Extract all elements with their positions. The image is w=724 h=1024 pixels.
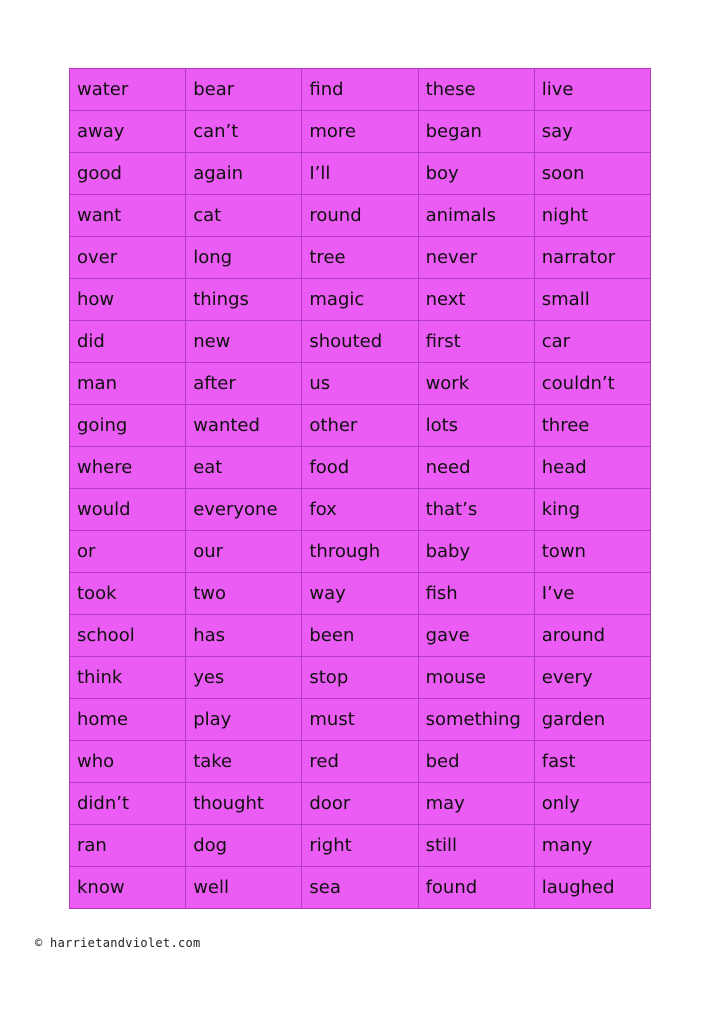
word-row	[70, 69, 651, 111]
word-cell: many	[534, 825, 650, 867]
word-cell: three	[534, 405, 650, 447]
word-row	[70, 447, 651, 489]
word-row	[70, 573, 651, 615]
word-row	[70, 741, 651, 783]
word-cell: may	[418, 783, 534, 825]
word-cell: or	[70, 531, 186, 573]
word-row	[70, 531, 651, 573]
word-cell: can’t	[186, 111, 302, 153]
word-cell: mouse	[418, 657, 534, 699]
word-cell: these	[418, 69, 534, 111]
word-cell: find	[302, 69, 418, 111]
word-cell: garden	[534, 699, 650, 741]
word-cell: after	[186, 363, 302, 405]
word-cell: who	[70, 741, 186, 783]
word-cell: must	[302, 699, 418, 741]
word-row	[70, 825, 651, 867]
word-cell: couldn’t	[534, 363, 650, 405]
word-cell: two	[186, 573, 302, 615]
word-row	[70, 111, 651, 153]
word-cell: know	[70, 867, 186, 909]
word-cell: us	[302, 363, 418, 405]
word-cell: eat	[186, 447, 302, 489]
word-cell: everyone	[186, 489, 302, 531]
word-cell: take	[186, 741, 302, 783]
word-cell: around	[534, 615, 650, 657]
word-cell: been	[302, 615, 418, 657]
word-cell: gave	[418, 615, 534, 657]
word-cell: next	[418, 279, 534, 321]
word-cell: cat	[186, 195, 302, 237]
word-cell: door	[302, 783, 418, 825]
word-cell: night	[534, 195, 650, 237]
word-row	[70, 699, 651, 741]
word-cell: found	[418, 867, 534, 909]
word-cell: head	[534, 447, 650, 489]
word-cell: things	[186, 279, 302, 321]
word-row	[70, 489, 651, 531]
word-cell: water	[70, 69, 186, 111]
word-cell: through	[302, 531, 418, 573]
word-cell: first	[418, 321, 534, 363]
word-cell: think	[70, 657, 186, 699]
word-cell: how	[70, 279, 186, 321]
word-cell: something	[418, 699, 534, 741]
word-cell: new	[186, 321, 302, 363]
word-cell: narrator	[534, 237, 650, 279]
word-cell: live	[534, 69, 650, 111]
word-table	[69, 68, 651, 909]
word-cell: didn’t	[70, 783, 186, 825]
word-cell: way	[302, 573, 418, 615]
word-cell: baby	[418, 531, 534, 573]
word-cell: good	[70, 153, 186, 195]
word-cell: wanted	[186, 405, 302, 447]
word-cell: red	[302, 741, 418, 783]
word-cell: boy	[418, 153, 534, 195]
word-cell: lots	[418, 405, 534, 447]
word-cell: only	[534, 783, 650, 825]
word-cell: bear	[186, 69, 302, 111]
word-cell: would	[70, 489, 186, 531]
word-cell: again	[186, 153, 302, 195]
word-cell: that’s	[418, 489, 534, 531]
word-row	[70, 867, 651, 909]
word-cell: still	[418, 825, 534, 867]
word-cell: ran	[70, 825, 186, 867]
word-row	[70, 783, 651, 825]
word-cell: magic	[302, 279, 418, 321]
word-cell: thought	[186, 783, 302, 825]
word-row	[70, 195, 651, 237]
word-cell: tree	[302, 237, 418, 279]
word-cell: say	[534, 111, 650, 153]
copyright-footer: © harrietandviolet.com	[35, 936, 201, 950]
word-cell: school	[70, 615, 186, 657]
word-cell: well	[186, 867, 302, 909]
word-row	[70, 405, 651, 447]
word-cell: animals	[418, 195, 534, 237]
word-cell: began	[418, 111, 534, 153]
word-row	[70, 321, 651, 363]
word-cell: fish	[418, 573, 534, 615]
word-cell: I’ve	[534, 573, 650, 615]
word-cell: stop	[302, 657, 418, 699]
word-cell: away	[70, 111, 186, 153]
word-cell: need	[418, 447, 534, 489]
word-cell: man	[70, 363, 186, 405]
word-row	[70, 279, 651, 321]
word-cell: sea	[302, 867, 418, 909]
word-cell: laughed	[534, 867, 650, 909]
word-cell: town	[534, 531, 650, 573]
word-cell: car	[534, 321, 650, 363]
word-cell: our	[186, 531, 302, 573]
word-cell: shouted	[302, 321, 418, 363]
word-cell: has	[186, 615, 302, 657]
word-cell: yes	[186, 657, 302, 699]
word-cell: over	[70, 237, 186, 279]
word-cell: fox	[302, 489, 418, 531]
word-cell: where	[70, 447, 186, 489]
word-row	[70, 657, 651, 699]
word-cell: home	[70, 699, 186, 741]
word-cell: never	[418, 237, 534, 279]
word-row	[70, 153, 651, 195]
word-cell: king	[534, 489, 650, 531]
word-table-body	[70, 69, 651, 909]
word-cell: work	[418, 363, 534, 405]
word-cell: right	[302, 825, 418, 867]
word-cell: I’ll	[302, 153, 418, 195]
word-cell: dog	[186, 825, 302, 867]
word-row	[70, 237, 651, 279]
word-cell: long	[186, 237, 302, 279]
word-cell: every	[534, 657, 650, 699]
word-cell: took	[70, 573, 186, 615]
word-cell: did	[70, 321, 186, 363]
word-cell: bed	[418, 741, 534, 783]
word-cell: want	[70, 195, 186, 237]
word-cell: round	[302, 195, 418, 237]
word-cell: more	[302, 111, 418, 153]
word-row	[70, 615, 651, 657]
word-cell: other	[302, 405, 418, 447]
word-cell: food	[302, 447, 418, 489]
word-row	[70, 363, 651, 405]
word-cell: going	[70, 405, 186, 447]
word-cell: play	[186, 699, 302, 741]
word-cell: fast	[534, 741, 650, 783]
word-cell: soon	[534, 153, 650, 195]
word-cell: small	[534, 279, 650, 321]
